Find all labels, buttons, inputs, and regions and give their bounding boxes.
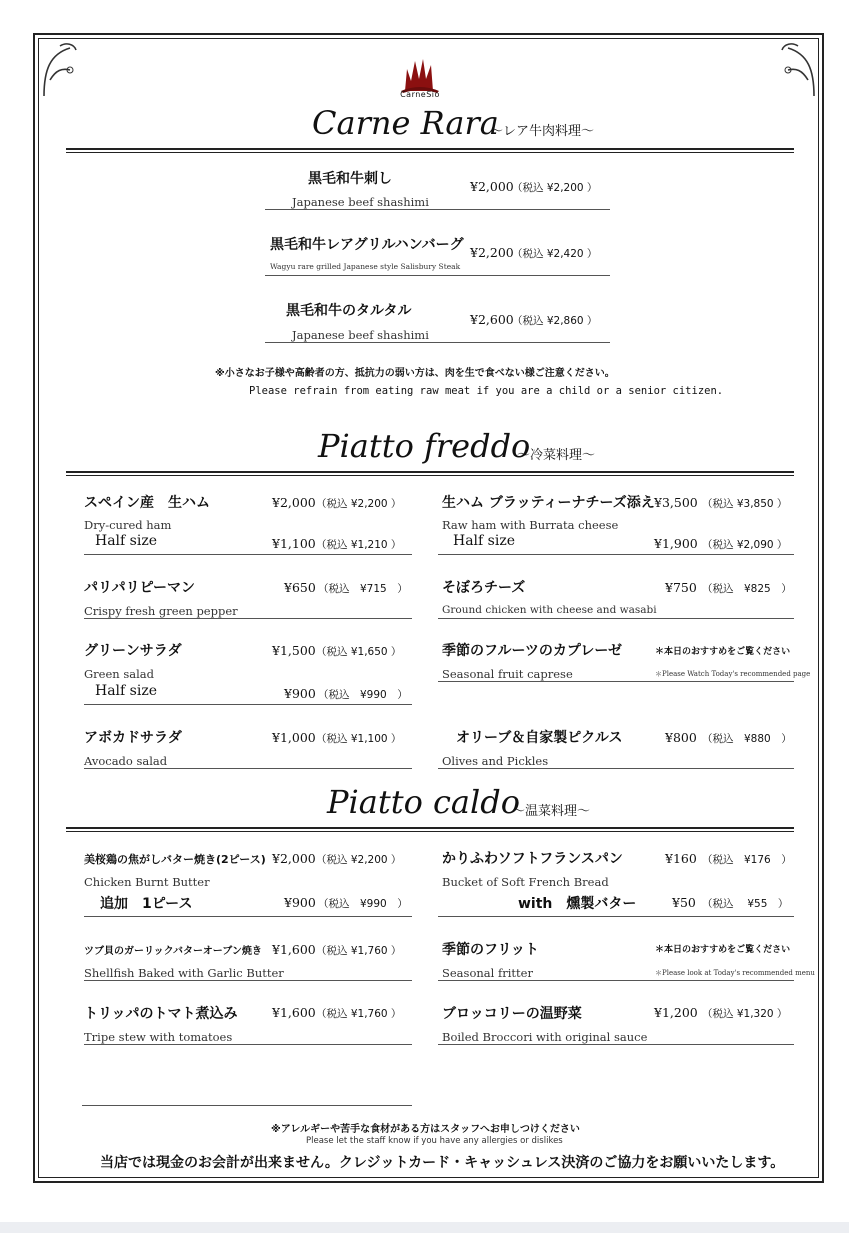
half-size-tax: （税込 ¥1,210 ） xyxy=(316,539,402,551)
menu-item-price: ¥1,600 xyxy=(272,1005,316,1020)
menu-item-name: アボカドサラダ xyxy=(84,730,182,746)
section-title-piatto-freddo: Piatto freddo xyxy=(318,427,531,465)
item-divider xyxy=(438,554,794,555)
menu-item-tax: （税込 ¥880 ） xyxy=(702,733,792,745)
menu-item-english: Wagyu rare grilled Japanese style Salisbury Steak xyxy=(270,262,461,271)
menu-item-price: ¥1,200 xyxy=(654,1005,698,1020)
allergy-note-jp: ※アレルギーや苦手な食材がある方はスタッフへお申しつけください xyxy=(271,1124,580,1135)
smoked-butter-label: with 燻製バター xyxy=(518,896,637,912)
item-divider xyxy=(84,704,412,705)
menu-item-price: ¥2,200 xyxy=(470,245,514,260)
menu-item-price: ¥1,000 xyxy=(272,730,316,745)
section-title-carne-rara: Carne Rara xyxy=(312,104,499,142)
section-title-piatto-caldo: Piatto caldo xyxy=(327,783,520,821)
menu-item-name: 生ハム ブラッティーナチーズ添え xyxy=(442,495,655,511)
allergy-note-en: Please let the staff know if you have any allergies or dislikes xyxy=(306,1136,563,1146)
menu-item-price: ¥3,500 xyxy=(654,495,698,510)
menu-item-name: ツブ貝のガーリックバターオーブン焼き xyxy=(84,946,262,957)
corner-ornament-right-icon xyxy=(768,40,818,100)
menu-item-english: Chicken Burnt Butter xyxy=(84,875,210,889)
menu-item-english: Crispy fresh green pepper xyxy=(84,604,238,618)
item-divider xyxy=(84,768,412,769)
recommend-note-en: ＊Please Watch Today's recommended page xyxy=(655,670,811,678)
menu-item-name: 美桜鶏の焦がしバター焼き(2ピース) xyxy=(84,853,266,866)
section-rule xyxy=(66,827,794,832)
item-divider xyxy=(84,980,412,981)
menu-item-tax: （税込 ¥2,200 ） xyxy=(316,854,402,866)
menu-item-name: パリパリピーマン xyxy=(84,580,196,596)
menu-item-name: オリーブ＆自家製ピクルス xyxy=(456,730,623,746)
smoked-butter-price: ¥50 xyxy=(672,895,696,910)
menu-item-name: トリッパのトマト煮込み xyxy=(84,1006,238,1022)
section-subtitle-carne-rara: ～レア牛肉料理～ xyxy=(490,124,595,139)
menu-item-english: Bucket of Soft French Bread xyxy=(442,875,609,889)
menu-item-english: Seasonal fruit caprese xyxy=(442,667,573,681)
menu-item-english: Boiled Broccori with original sauce xyxy=(442,1030,648,1044)
menu-item-tax: （税込 ¥2,200 ） xyxy=(512,182,598,194)
item-divider xyxy=(84,554,412,555)
menu-item-english: Green salad xyxy=(84,667,155,681)
menu-item-tax: （税込 ¥715 ） xyxy=(318,583,408,595)
menu-item-price: ¥2,000 xyxy=(272,851,316,866)
menu-item-tax: （税込 ¥3,850 ） xyxy=(702,498,788,510)
recommend-note-en: ＊Please look at Today's recommended menu xyxy=(655,969,815,977)
section-rule xyxy=(66,148,794,153)
menu-item-tax: （税込 ¥176 ） xyxy=(702,854,792,866)
item-divider xyxy=(438,1044,794,1045)
half-size-tax: （税込 ¥990 ） xyxy=(318,689,408,701)
recommend-note-jp: ＊本日のおすすめをご覧ください xyxy=(655,945,791,955)
half-size-tax: （税込 ¥2,090 ） xyxy=(702,539,788,551)
half-size-price: ¥1,100 xyxy=(272,536,316,551)
half-size-label: Half size xyxy=(95,533,157,549)
menu-item-tax: （税込 ¥825 ） xyxy=(702,583,792,595)
menu-item-english: Seasonal fritter xyxy=(442,966,533,980)
item-divider xyxy=(84,916,412,917)
item-divider xyxy=(438,980,794,981)
menu-item-english: Japanese beef shashimi xyxy=(292,195,429,209)
half-size-price: ¥900 xyxy=(284,686,316,701)
menu-item-price: ¥2,000 xyxy=(272,495,316,510)
menu-item-price: ¥650 xyxy=(284,580,316,595)
menu-item-price: ¥2,600 xyxy=(470,312,514,327)
menu-item-tax: （税込 ¥2,200 ） xyxy=(316,498,402,510)
menu-item-price: ¥1,500 xyxy=(272,643,316,658)
menu-item-name: 黒毛和牛刺し xyxy=(308,171,392,187)
raw-meat-warning-en: Please refrain from eating raw meat if you are a child or a senior citizen. xyxy=(249,385,724,397)
menu-item-english: Japanese beef shashimi xyxy=(292,328,429,342)
menu-item-english: Tripe stew with tomatoes xyxy=(84,1030,233,1044)
menu-item-tax: （税込 ¥2,420 ） xyxy=(512,248,598,260)
extra-piece-tax: （税込 ¥990 ） xyxy=(318,898,408,910)
menu-item-price: ¥800 xyxy=(665,730,697,745)
cashless-payment-notice: 当店では現金のお会計が出来ません。クレジットカード・キャッシュレス決済のご協力をお願いいたします。 xyxy=(100,1155,785,1171)
menu-item-name: 季節のフリット xyxy=(442,942,539,958)
menu-item-name: グリーンサラダ xyxy=(84,643,182,659)
section-rule xyxy=(66,471,794,476)
menu-item-name: かりふわソフトフランスパン xyxy=(442,851,623,867)
menu-item-tax: （税込 ¥1,100 ） xyxy=(316,733,402,745)
item-divider xyxy=(438,916,794,917)
menu-item-tax: （税込 ¥1,760 ） xyxy=(316,1008,402,1020)
menu-item-name: 黒毛和牛のタルタル xyxy=(286,303,412,319)
menu-item-name: そぼろチーズ xyxy=(442,580,526,596)
item-divider xyxy=(438,681,794,682)
menu-item-english: Dry-cured ham xyxy=(84,518,172,532)
menu-item-name: 季節のフルーツのカプレーゼ xyxy=(442,643,623,659)
half-size-price: ¥1,900 xyxy=(654,536,698,551)
menu-item-tax: （税込 ¥1,650 ） xyxy=(316,646,402,658)
footer-divider xyxy=(82,1105,412,1106)
item-divider xyxy=(265,209,610,210)
menu-item-english: Raw ham with Burrata cheese xyxy=(442,518,619,532)
menu-item-name: 黒毛和牛レアグリルハンバーグ xyxy=(270,237,464,253)
section-subtitle-piatto-caldo: ～温菜料理～ xyxy=(512,804,591,819)
menu-item-price: ¥160 xyxy=(665,851,697,866)
corner-ornament-left-icon xyxy=(40,40,80,100)
menu-item-name: ブロッコリーの温野菜 xyxy=(442,1006,582,1022)
item-divider xyxy=(84,618,412,619)
half-size-label: Half size xyxy=(95,683,157,699)
menu-item-tax: （税込 ¥2,860 ） xyxy=(512,315,598,327)
recommend-note-jp: ＊本日のおすすめをご覧ください xyxy=(655,647,791,657)
menu-item-tax: （税込 ¥1,760 ） xyxy=(316,945,402,957)
item-divider xyxy=(265,275,610,276)
menu-item-english: Olives and Pickles xyxy=(442,754,549,768)
raw-meat-warning-jp: ※小さなお子様や高齢者の方、抵抗力の弱い方は、肉を生で食べない様ご注意ください。 xyxy=(215,368,615,379)
menu-item-name: スペイン産 生ハム xyxy=(84,495,210,511)
menu-item-english: Avocado salad xyxy=(84,754,168,768)
menu-item-tax: （税込 ¥1,320 ） xyxy=(702,1008,788,1020)
item-divider xyxy=(438,768,794,769)
extra-piece-label: 追加 1ピース xyxy=(100,896,193,912)
brand-name: CarneSio xyxy=(400,90,440,99)
item-divider xyxy=(84,1044,412,1045)
item-divider xyxy=(438,618,794,619)
menu-item-price: ¥750 xyxy=(665,580,697,595)
extra-piece-price: ¥900 xyxy=(284,895,316,910)
half-size-label: Half size xyxy=(453,533,515,549)
menu-item-english: Ground chicken with cheese and wasabi xyxy=(442,604,657,616)
item-divider xyxy=(265,342,610,343)
menu-item-english: Shellfish Baked with Garlic Butter xyxy=(84,966,284,980)
smoked-butter-tax: （税込 ¥55 ） xyxy=(702,898,789,910)
section-subtitle-piatto-freddo: ～冷菜料理～ xyxy=(517,448,596,463)
menu-item-price: ¥1,600 xyxy=(272,942,316,957)
menu-item-price: ¥2,000 xyxy=(470,179,514,194)
